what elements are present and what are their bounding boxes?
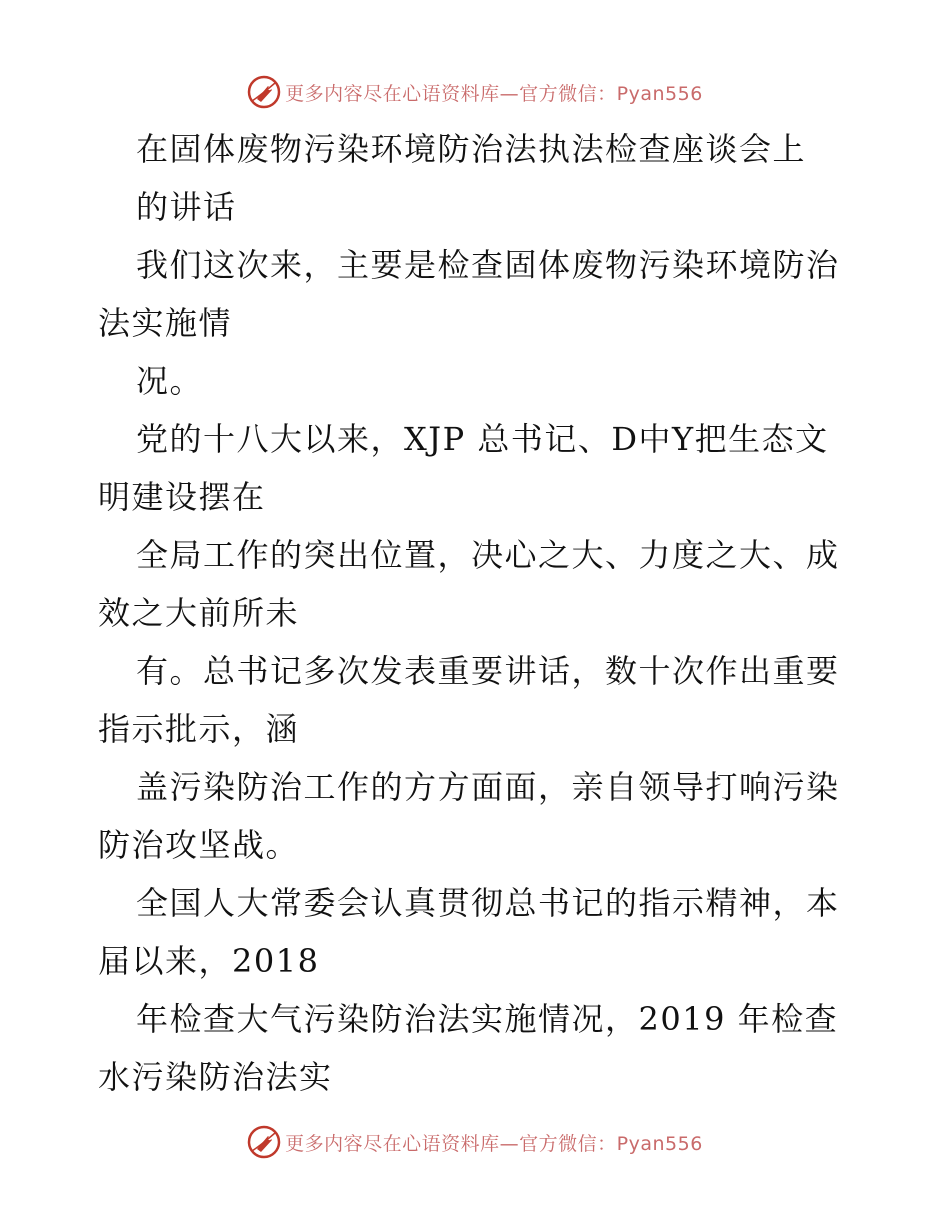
paragraph-line: 有。总书记多次发表重要讲话，数十次作出重要 — [136, 652, 840, 690]
pen-nib-icon — [247, 75, 281, 109]
document-title-line-2: 的讲话 — [136, 188, 237, 226]
paragraph-line: 全局工作的突出位置，决心之大、力度之大、成 — [136, 536, 840, 574]
paragraph-line: 指示批示，涵 — [98, 710, 300, 748]
paragraph-line: 届以来，2018 — [98, 942, 320, 980]
paragraph-line: 防治攻坚战。 — [98, 826, 300, 864]
paragraph-line: 年检查大气污染防治法实施情况，2019 年检查 — [136, 1000, 839, 1038]
document-title-line-1: 在固体废物污染环境防治法执法检查座谈会上 — [136, 130, 807, 168]
watermark-text: 更多内容尽在心语资料库—官方微信：Pyan556 — [285, 82, 703, 105]
watermark-text: 更多内容尽在心语资料库—官方微信：Pyan556 — [285, 1132, 703, 1155]
header-watermark — [0, 72, 950, 112]
paragraph-line: 盖污染防治工作的方方面面，亲自领导打响污染 — [136, 768, 840, 806]
paragraph-line: 效之大前所未 — [98, 594, 300, 632]
paragraph-line: 水污染防治法实 — [98, 1058, 333, 1096]
paragraph-line: 明建设摆在 — [98, 478, 266, 516]
paragraph-line: 全国人大常委会认真贯彻总书记的指示精神，本 — [136, 884, 840, 922]
paragraph-line: 党的十八大以来，XJP 总书记、D中Y把生态文 — [136, 420, 829, 458]
paragraph-line: 我们这次来，主要是检查固体废物污染环境防治 — [136, 246, 840, 284]
pen-nib-icon — [247, 1125, 281, 1159]
footer-watermark — [0, 1122, 950, 1162]
paragraph-line: 况。 — [136, 362, 204, 400]
paragraph-line: 法实施情 — [98, 304, 233, 342]
document-body — [98, 120, 858, 1106]
